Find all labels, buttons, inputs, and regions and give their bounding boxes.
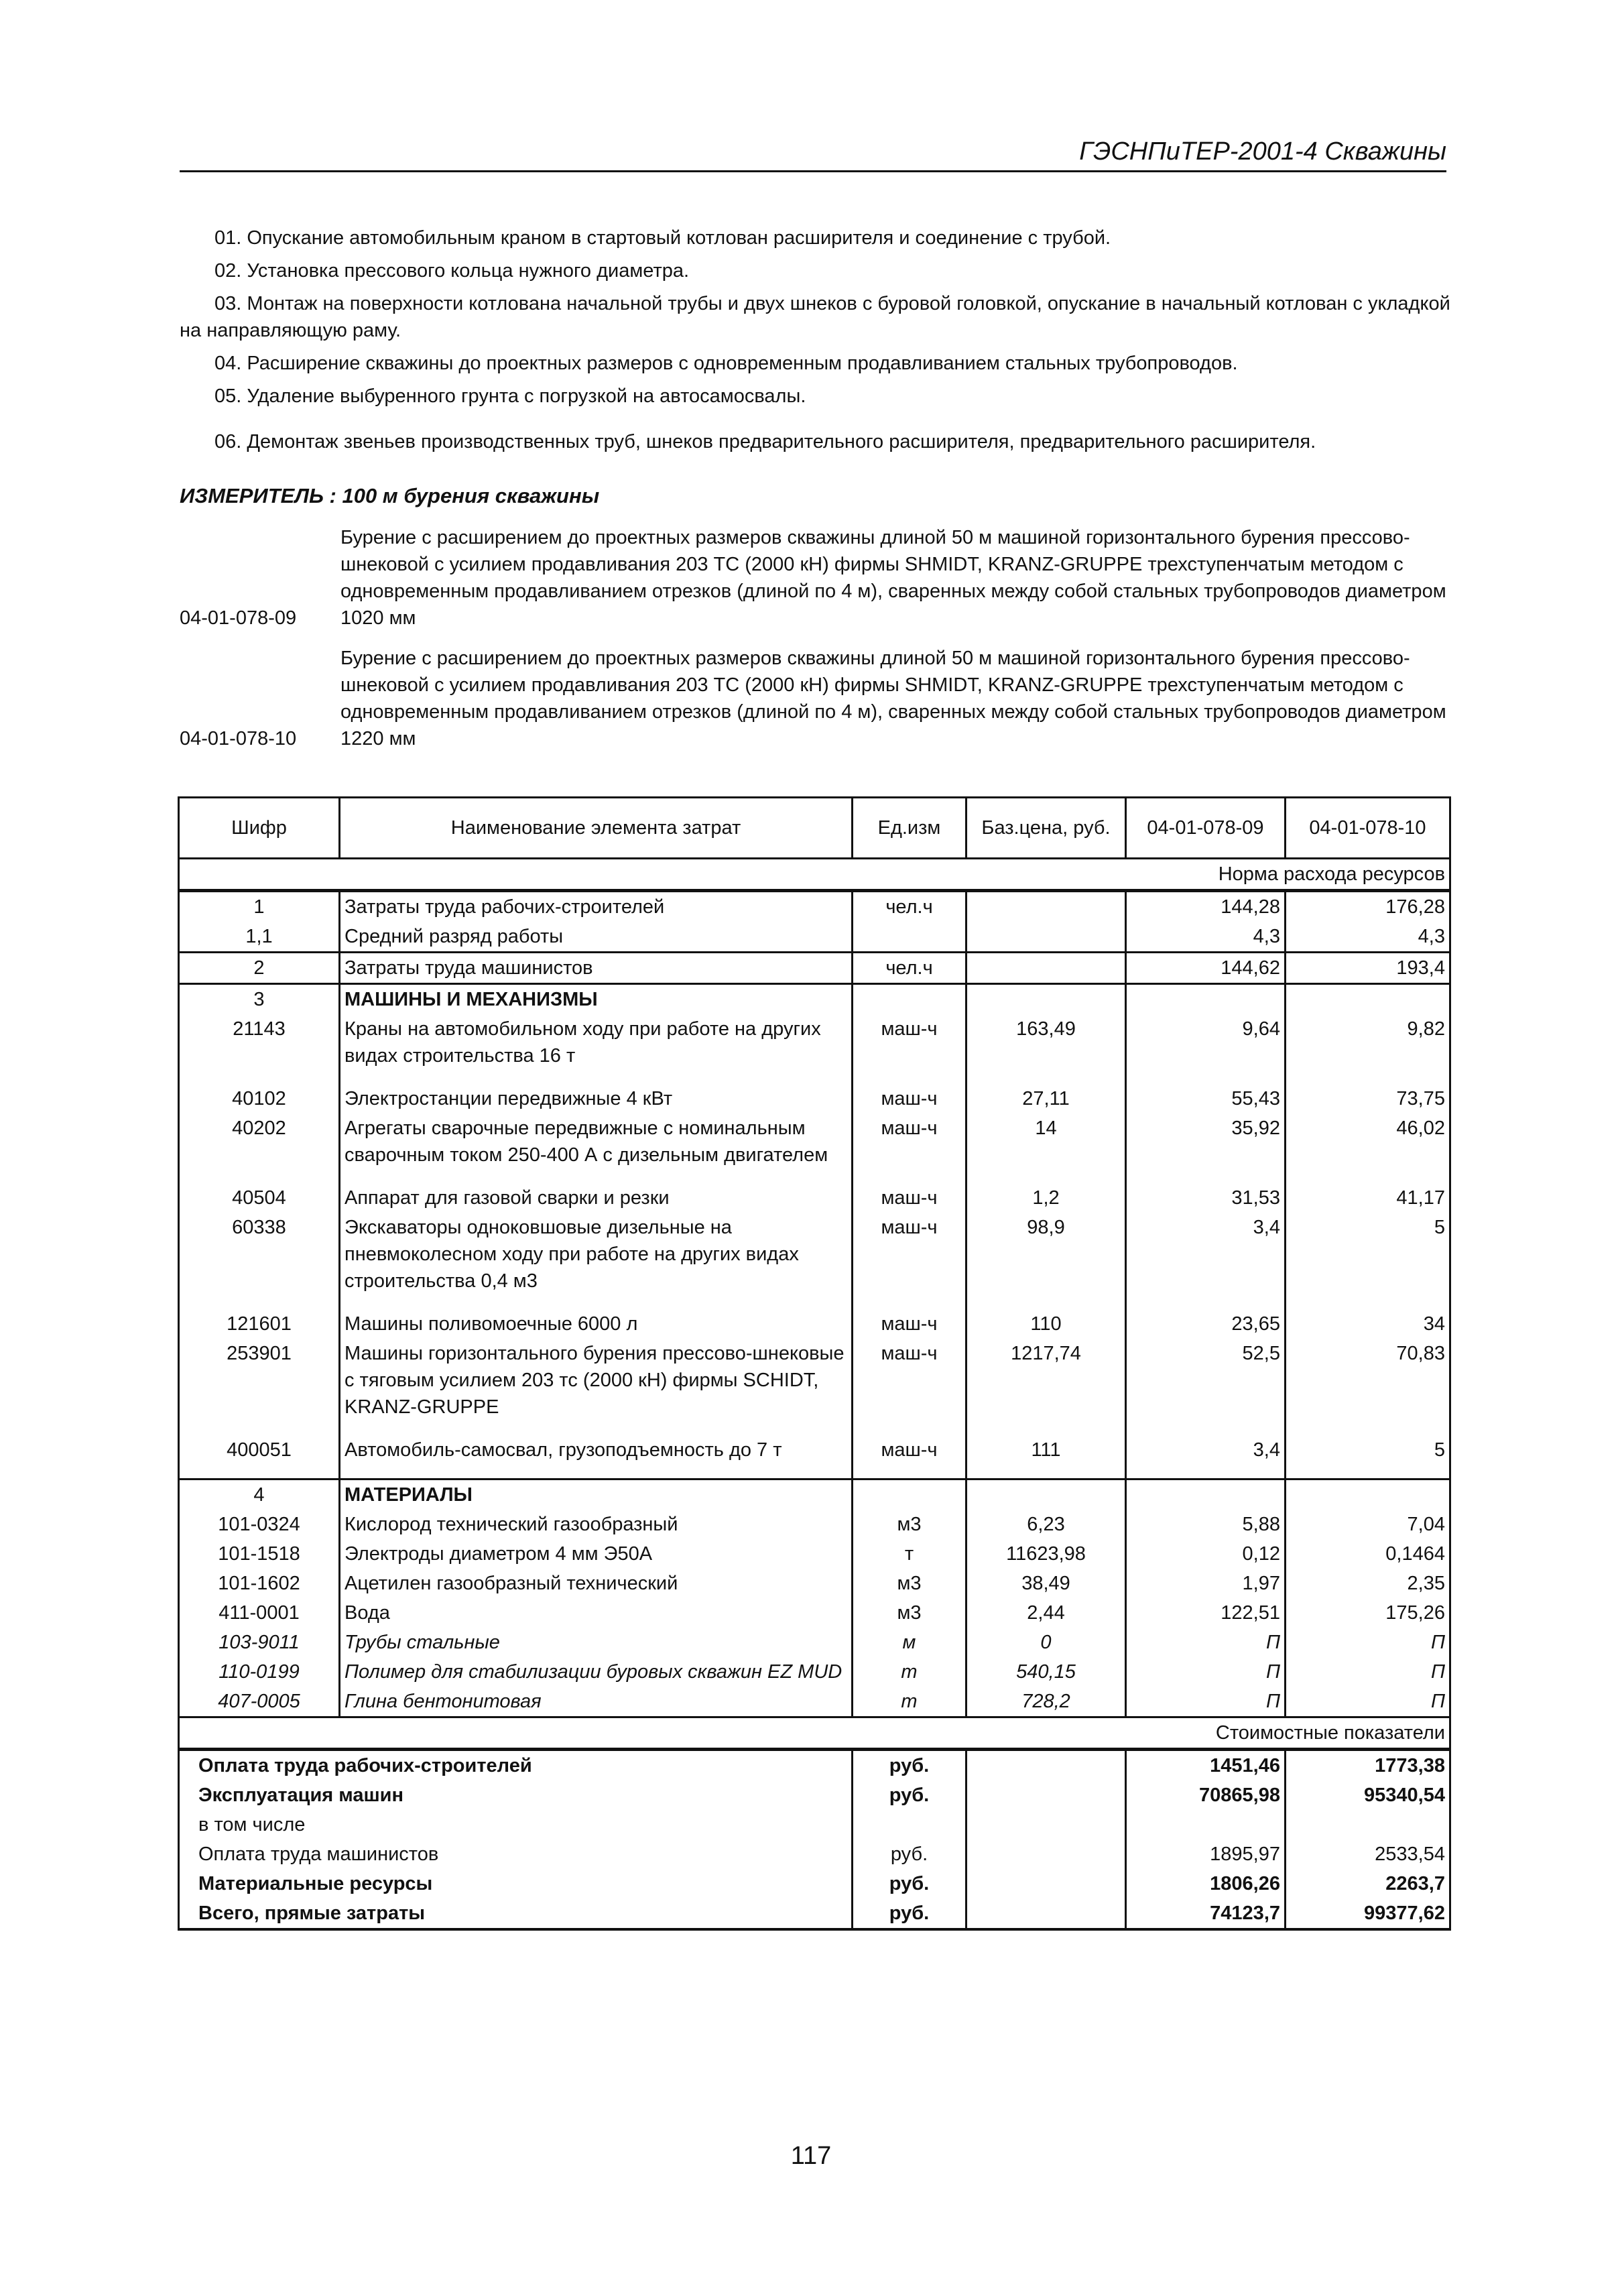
cost-value-09: 74123,7 — [1126, 1898, 1286, 1929]
table-row — [179, 1510, 1450, 1539]
table-cell: Машины поливомоечные 6000 л — [340, 1309, 853, 1339]
table-cell — [966, 891, 1126, 922]
table-cell: Средний разряд работы — [340, 922, 853, 953]
table-cell — [1286, 1479, 1450, 1510]
cost-value-10: 1773,38 — [1286, 1750, 1450, 1781]
section-title: МАТЕРИАЛЫ — [340, 1479, 853, 1510]
cost-row — [179, 1780, 1450, 1810]
table-cell: 9,82 — [1286, 1014, 1450, 1084]
table-cell: 175,26 — [1286, 1598, 1450, 1628]
table-cell: 2,44 — [966, 1598, 1126, 1628]
table-cell: Затраты труда рабочих-строителей — [340, 891, 853, 922]
table-body — [179, 859, 1450, 1930]
table-cell — [966, 1479, 1126, 1510]
table-cell: 5 — [1286, 1435, 1450, 1479]
table-cell: 176,28 — [1286, 891, 1450, 922]
table-cell: Ацетилен газообразный технический — [340, 1569, 853, 1598]
table-cell: 103-9011 — [179, 1628, 340, 1657]
table-cell: Агрегаты сварочные передвижные с номинальным сварочным током 250-400 А с дизельным двигателем — [340, 1113, 853, 1183]
table-cell: Автомобиль-самосвал, грузоподъемность до 7 т — [340, 1435, 853, 1479]
table-cell: 1 — [179, 891, 340, 922]
table-cell: Вода — [340, 1598, 853, 1628]
cost-value-10 — [1286, 1810, 1450, 1839]
table-cell: Полимер для стабилизации буровых скважин EZ MUD — [340, 1657, 853, 1687]
table-cell: маш-ч — [853, 1014, 966, 1084]
table-cell: чел.ч — [853, 953, 966, 984]
variant-item — [180, 524, 1453, 631]
table-cell: 400051 — [179, 1435, 340, 1479]
table-cell: 2 — [179, 953, 340, 984]
table-cell: 40504 — [179, 1183, 340, 1213]
table-cell — [966, 1780, 1126, 1810]
table-cell: П — [1286, 1628, 1450, 1657]
table-cell: маш-ч — [853, 1213, 966, 1309]
table-cell: Электроды диаметром 4 мм Э50А — [340, 1539, 853, 1569]
cost-value-09: 1451,46 — [1126, 1750, 1286, 1781]
table-cell: 27,11 — [966, 1084, 1126, 1113]
column-header: 04-01-078-09 — [1126, 798, 1286, 859]
table-cell: 4,3 — [1126, 922, 1286, 953]
table-cell — [966, 1898, 1126, 1929]
cost-unit: руб. — [853, 1869, 966, 1898]
table-cell: 70,83 — [1286, 1339, 1450, 1435]
cost-value-09: 1895,97 — [1126, 1839, 1286, 1869]
table-cell: 34 — [1286, 1309, 1450, 1339]
cost-value-10: 95340,54 — [1286, 1780, 1450, 1810]
table-cell: Затраты труда машинистов — [340, 953, 853, 984]
table-cell: П — [1126, 1628, 1286, 1657]
variant-item — [180, 645, 1453, 752]
table-cell: 60338 — [179, 1213, 340, 1309]
table-cell: 122,51 — [1126, 1598, 1286, 1628]
table-cell: 5,88 — [1126, 1510, 1286, 1539]
table-cell: 55,43 — [1126, 1084, 1286, 1113]
table-cell: 3,4 — [1126, 1435, 1286, 1479]
table-cell — [853, 922, 966, 953]
cost-row — [179, 1810, 1450, 1839]
table-row — [179, 1339, 1450, 1435]
table-cell: 31,53 — [1126, 1183, 1286, 1213]
column-header: Наименование элемента затрат — [340, 798, 853, 859]
cost-value-10: 99377,62 — [1286, 1898, 1450, 1929]
table-cell: П — [1126, 1657, 1286, 1687]
cost-value-09: 1806,26 — [1126, 1869, 1286, 1898]
table-cell: 110-0199 — [179, 1657, 340, 1687]
table-cell: 163,49 — [966, 1014, 1126, 1084]
table-cell: 101-1602 — [179, 1569, 340, 1598]
table-cell: 40202 — [179, 1113, 340, 1183]
table-cell — [966, 1839, 1126, 1869]
table-cell: т — [853, 1687, 966, 1717]
table-cell: 6,23 — [966, 1510, 1126, 1539]
table-row — [179, 1435, 1450, 1479]
table-cell: Экскаваторы одноковшовые дизельные на пневмоколесном ходу при работе на других видах строительства 0,4 м3 — [340, 1213, 853, 1309]
cost-unit: руб. — [853, 1780, 966, 1810]
operation-item: 04. Расширение скважины до проектных размеров с одновременным продавливанием стальных трубопроводов. — [214, 353, 1238, 374]
table-cell: П — [1286, 1657, 1450, 1687]
table-cell — [966, 922, 1126, 953]
table-cell: 14 — [966, 1113, 1126, 1183]
table-cell: маш-ч — [853, 1084, 966, 1113]
table-cell: м — [853, 1628, 966, 1657]
table-cell: 98,9 — [966, 1213, 1126, 1309]
operation-item: 05. Удаление выбуренного грунта с погрузкой на автосамосвалы. — [214, 385, 806, 407]
table-row — [179, 1657, 1450, 1687]
table-cell: Электростанции передвижные 4 кВт — [340, 1084, 853, 1113]
cost-name: Оплата труда машинистов — [179, 1839, 853, 1869]
page-header: ГЭСНПиТЕР-2001-4 Скважины — [180, 137, 1446, 172]
column-header: Шифр — [179, 798, 340, 859]
table-cell: 7,04 — [1286, 1510, 1450, 1539]
table-cell: 407-0005 — [179, 1687, 340, 1717]
table-cell: чел.ч — [853, 891, 966, 922]
table-cell: 40102 — [179, 1084, 340, 1113]
table-cell: 121601 — [179, 1309, 340, 1339]
table-cell: 144,28 — [1126, 891, 1286, 922]
table-cell: 411-0001 — [179, 1598, 340, 1628]
table-cell: 5 — [1286, 1213, 1450, 1309]
table-cell: 101-1518 — [179, 1539, 340, 1569]
table-cell — [853, 1479, 966, 1510]
cost-name: Эксплуатация машин — [179, 1780, 853, 1810]
operation-item: 02. Установка прессового кольца нужного диаметра. — [214, 260, 690, 282]
cost-value-10: 2533,54 — [1286, 1839, 1450, 1869]
cost-label: Стоимостные показатели — [179, 1717, 1450, 1750]
variant-description: Бурение с расширением до проектных размеров скважины длиной 50 м машиной горизонтального бурения прессово-шнековой с усилием продавливания 203 ТС (2000 кН) фирмы SHMIDT, KRANZ-GRUPPE трехступенчатым методом с одновременным продавливанием отрезков (длиной по 4 м), сваренных между собой стальных трубопроводов диаметром 1020 мм — [340, 527, 1446, 629]
table-cell: 110 — [966, 1309, 1126, 1339]
section-row — [179, 984, 1450, 1015]
table-cell — [966, 953, 1126, 984]
cost-unit: руб. — [853, 1839, 966, 1869]
table-cell: 35,92 — [1126, 1113, 1286, 1183]
variant-code: 04-01-078-09 — [180, 607, 297, 629]
table-cell: 1,2 — [966, 1183, 1126, 1213]
table-cell: т — [853, 1539, 966, 1569]
variant-code: 04-01-078-10 — [180, 728, 297, 749]
table-cell: м3 — [853, 1598, 966, 1628]
table-cell — [966, 1810, 1126, 1839]
table-cell: 111 — [966, 1435, 1126, 1479]
cost-name: Материальные ресурсы — [179, 1869, 853, 1898]
table-cell: маш-ч — [853, 1435, 966, 1479]
variant-list — [180, 524, 1453, 766]
cost-value-09: 70865,98 — [1126, 1780, 1286, 1810]
column-header: Ед.изм — [853, 798, 966, 859]
table-cell — [853, 984, 966, 1015]
cost-unit: руб. — [853, 1750, 966, 1781]
table-cell: Машины горизонтального бурения прессово-шнековые с тяговым усилием 203 тс (2000 кН) фирмы SCHIDT, KRANZ-GRUPPE — [340, 1339, 853, 1435]
cost-unit: руб. — [853, 1898, 966, 1929]
table-cell: 3,4 — [1126, 1213, 1286, 1309]
table-cell: П — [1126, 1687, 1286, 1717]
table-row — [179, 922, 1450, 953]
cost-unit — [853, 1810, 966, 1839]
table-row — [179, 1113, 1450, 1183]
table-cell: 23,65 — [1126, 1309, 1286, 1339]
table-cell: 1,1 — [179, 922, 340, 953]
table-cell — [966, 1869, 1126, 1898]
table-cell: 1,97 — [1126, 1569, 1286, 1598]
table-cell: 540,15 — [966, 1657, 1126, 1687]
table-header-row — [179, 798, 1450, 859]
table-cell: П — [1286, 1687, 1450, 1717]
table-cell — [1126, 1479, 1286, 1510]
cost-row — [179, 1869, 1450, 1898]
table-cell: маш-ч — [853, 1183, 966, 1213]
operations-list — [180, 225, 1467, 461]
measure-unit: ИЗМЕРИТЕЛЬ : 100 м бурения скважины — [180, 484, 600, 507]
variant-description: Бурение с расширением до проектных размеров скважины длиной 50 м машиной горизонтального бурения прессово-шнековой с усилием продавливания 203 ТС (2000 кН) фирмы SHMIDT, KRANZ-GRUPPE трехступенчатым методом с одновременным продавливанием отрезков (длиной по 4 м), сваренных между собой стальных трубопроводов диаметром 1220 мм — [340, 648, 1446, 749]
cost-table — [178, 796, 1451, 1931]
table-row — [179, 1213, 1450, 1309]
table-cell: Глина бентонитовая — [340, 1687, 853, 1717]
table-row — [179, 891, 1450, 922]
table-row — [179, 1539, 1450, 1569]
table-cell: 0 — [966, 1628, 1126, 1657]
cost-row — [179, 1750, 1450, 1781]
cost-value-10: 2263,7 — [1286, 1869, 1450, 1898]
table-cell: 1217,74 — [966, 1339, 1126, 1435]
column-header: Баз.цена, руб. — [966, 798, 1126, 859]
table-row — [179, 1687, 1450, 1717]
table-row — [179, 1717, 1450, 1750]
operation-item: 01. Опускание автомобильным краном в стартовый котлован расширителя и соединение с трубой. — [214, 227, 1111, 249]
operation-item: 06. Демонтаж звеньев производственных труб, шнеков предварительного расширителя, предварительного расширителя. — [214, 431, 1316, 452]
operation-item: 03. Монтаж на поверхности котлована начальной трубы и двух шнеков с буровой головкой, опускание в начальный котлован с укладкой на направляющую раму. — [180, 293, 1450, 341]
table-cell — [966, 984, 1126, 1015]
cost-row — [179, 1898, 1450, 1929]
table-row — [179, 1014, 1450, 1084]
table-cell: 9,64 — [1126, 1014, 1286, 1084]
norm-label: Норма расхода ресурсов — [179, 859, 1450, 891]
table-cell — [966, 1750, 1126, 1781]
column-header: 04-01-078-10 — [1286, 798, 1450, 859]
table-row — [179, 953, 1450, 984]
table-cell: Кислород технический газообразный — [340, 1510, 853, 1539]
table-cell: 0,12 — [1126, 1539, 1286, 1569]
table-cell: 101-0324 — [179, 1510, 340, 1539]
table-cell: 0,1464 — [1286, 1539, 1450, 1569]
table-cell: 38,49 — [966, 1569, 1126, 1598]
table-cell: Аппарат для газовой сварки и резки — [340, 1183, 853, 1213]
table-cell: 52,5 — [1126, 1339, 1286, 1435]
table-cell: Трубы стальные — [340, 1628, 853, 1657]
table-cell — [1126, 984, 1286, 1015]
table-cell: 21143 — [179, 1014, 340, 1084]
cost-name: Оплата труда рабочих-строителей — [179, 1750, 853, 1781]
table-cell: маш-ч — [853, 1339, 966, 1435]
table-cell: м3 — [853, 1510, 966, 1539]
table-row — [179, 859, 1450, 891]
table-row — [179, 1598, 1450, 1628]
table-row — [179, 1183, 1450, 1213]
page-number: 117 — [790, 2142, 832, 2170]
cost-name: Всего, прямые затраты — [179, 1898, 853, 1929]
section-number: 4 — [179, 1479, 340, 1510]
table-cell: 144,62 — [1126, 953, 1286, 984]
table-cell: 728,2 — [966, 1687, 1126, 1717]
table-row — [179, 1569, 1450, 1598]
section-title: МАШИНЫ И МЕХАНИЗМЫ — [340, 984, 853, 1015]
table-cell: т — [853, 1657, 966, 1687]
table-cell: маш-ч — [853, 1309, 966, 1339]
table-cell: 4,3 — [1286, 922, 1450, 953]
table-row — [179, 1084, 1450, 1113]
table-cell: 2,35 — [1286, 1569, 1450, 1598]
table-cell: м3 — [853, 1569, 966, 1598]
table-cell — [1286, 984, 1450, 1015]
table-cell: 41,17 — [1286, 1183, 1450, 1213]
table-cell: маш-ч — [853, 1113, 966, 1183]
table-cell: 193,4 — [1286, 953, 1450, 984]
section-row — [179, 1479, 1450, 1510]
table-row — [179, 1628, 1450, 1657]
table-cell: 73,75 — [1286, 1084, 1450, 1113]
table-row — [179, 1309, 1450, 1339]
section-number: 3 — [179, 984, 340, 1015]
cost-name: в том числе — [179, 1810, 853, 1839]
table-cell: 253901 — [179, 1339, 340, 1435]
table-cell: Краны на автомобильном ходу при работе на других видах строительства 16 т — [340, 1014, 853, 1084]
cost-row — [179, 1839, 1450, 1869]
cost-value-09 — [1126, 1810, 1286, 1839]
table-cell: 11623,98 — [966, 1539, 1126, 1569]
table-cell: 46,02 — [1286, 1113, 1450, 1183]
